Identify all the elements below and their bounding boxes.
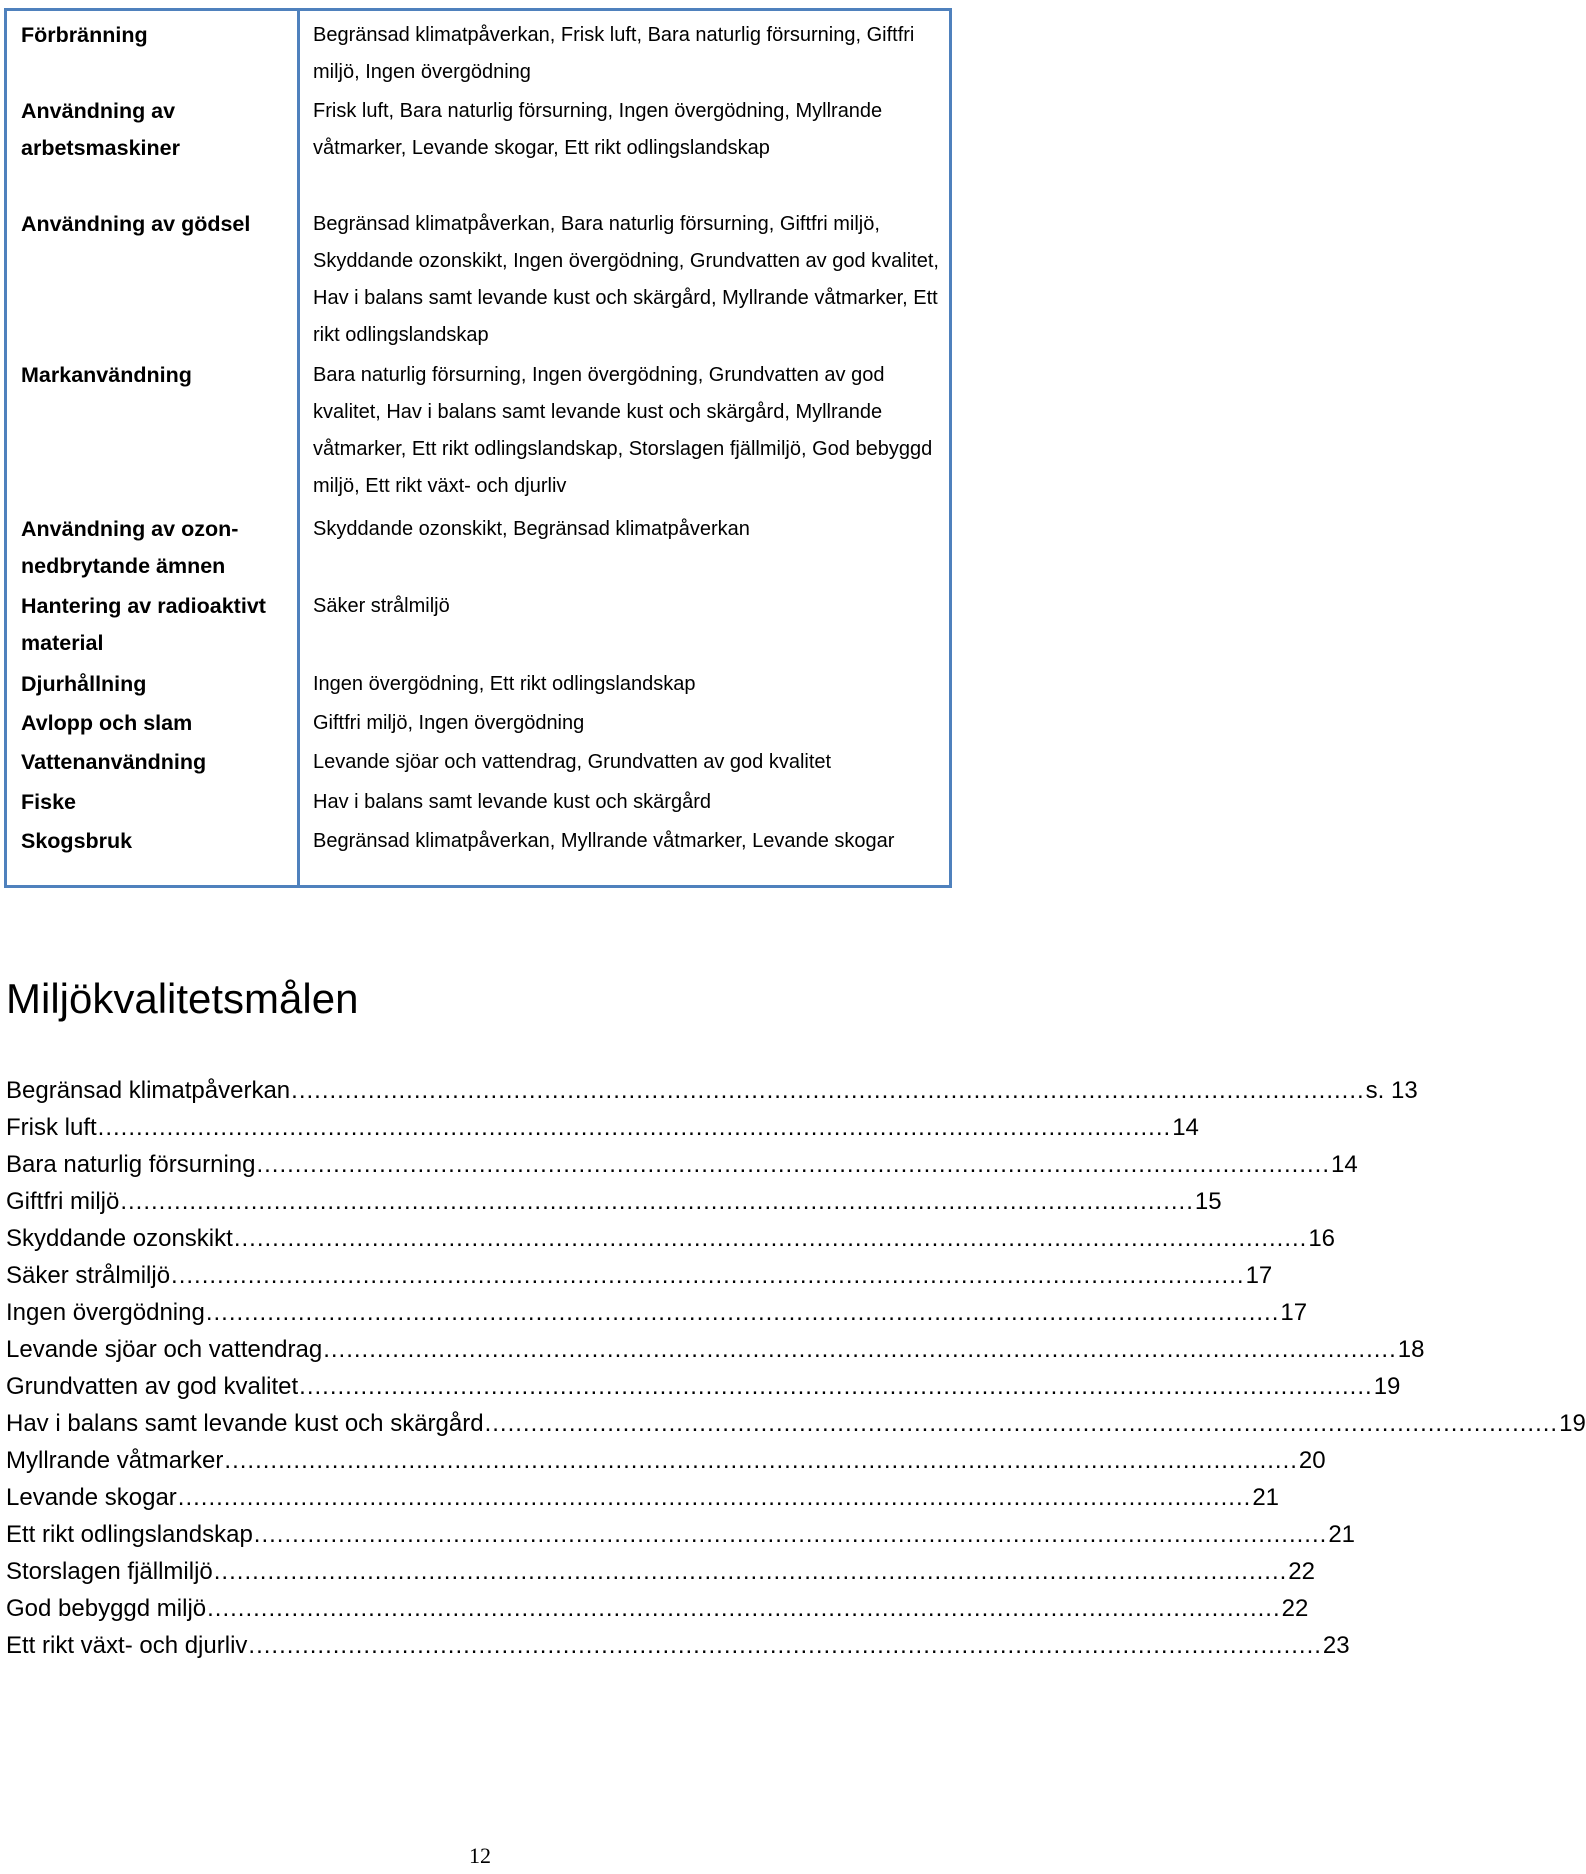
- toc-page: 17: [1280, 1299, 1308, 1326]
- activity-cell: Förbränning: [21, 23, 148, 47]
- page-number: 12: [469, 1843, 491, 1868]
- toc-title: Levande sjöar och vattendrag: [6, 1336, 323, 1363]
- toc-page: 23: [1322, 1632, 1350, 1659]
- goals-cell: Bara naturlig försurning, Ingen övergödning, Grundvatten av god kvalitet, Hav i balans samt levande kust och skärgård, Myllrande våtmarker, Ett rikt odlingslandskap, Storslagen fjällmiljö, God bebyggd miljö, Ett rikt växt- och djurliv: [313, 364, 933, 497]
- table-row: [7, 823, 949, 885]
- toc-leader: ............................................................................................................................................: [323, 1336, 1397, 1363]
- toc-entry[interactable]: [6, 1146, 1358, 1183]
- activity-goals-table: [4, 8, 952, 888]
- toc-leader: ............................................................................................................................................: [205, 1299, 1280, 1326]
- toc-entry[interactable]: [6, 1590, 1309, 1627]
- goals-cell: Skyddande ozonskikt, Begränsad klimatpåverkan: [313, 518, 750, 540]
- toc-title: Levande skogar: [6, 1484, 177, 1511]
- table-row: [7, 744, 949, 782]
- toc-leader: ............................................................................................................................................: [256, 1151, 1330, 1178]
- table-row: [7, 784, 949, 822]
- toc-page: 17: [1245, 1262, 1273, 1289]
- toc-title: Bara naturlig försurning: [6, 1151, 256, 1178]
- goals-cell: Begränsad klimatpåverkan, Bara naturlig försurning, Giftfri miljö, Skyddande ozonskikt, Ingen övergödning, Grundvatten av god kvalitet, Hav i balans samt levande kust och skärgård, Myllrande våtmarker, Ett rikt odlingslandskap: [313, 213, 939, 346]
- table-row: [7, 511, 949, 587]
- activity-cell: Användning av gödsel: [21, 212, 251, 236]
- toc-entry[interactable]: [6, 1627, 1350, 1664]
- toc-entry[interactable]: [6, 1109, 1199, 1146]
- activity-cell: Vattenanvändning: [21, 750, 207, 774]
- toc-leader: ............................................................................................................................................: [213, 1558, 1288, 1585]
- toc-title: Storslagen fjällmiljö: [6, 1558, 213, 1585]
- toc-entry[interactable]: [6, 1368, 1401, 1405]
- toc-page: s. 13: [1365, 1077, 1418, 1104]
- goals-cell: Säker strålmiljö: [313, 595, 450, 617]
- toc-leader: ............................................................................................................................................: [224, 1447, 1298, 1474]
- toc-title: Myllrande våtmarker: [6, 1447, 224, 1474]
- toc-title: Ett rikt växt- och djurliv: [6, 1632, 248, 1659]
- toc-entry[interactable]: [6, 1183, 1222, 1220]
- activity-cell: Hantering av radioaktivt material: [21, 594, 266, 655]
- table-row: [7, 666, 949, 704]
- table-row: [7, 705, 949, 743]
- toc-title: God bebyggd miljö: [6, 1595, 207, 1622]
- table-row: [7, 588, 949, 664]
- toc-leader: ............................................................................................................................................: [171, 1262, 1245, 1289]
- toc-leader: ............................................................................................................................................: [207, 1595, 1281, 1622]
- toc-entry[interactable]: [6, 1257, 1273, 1294]
- activity-cell: Djurhållning: [21, 672, 147, 696]
- toc-entry[interactable]: [6, 1553, 1315, 1590]
- goals-cell: Giftfri miljö, Ingen övergödning: [313, 712, 585, 734]
- table-of-contents: [6, 1072, 1586, 1664]
- toc-title: Begränsad klimatpåverkan: [6, 1077, 291, 1104]
- section-heading: Miljökvalitetsmålen: [6, 975, 359, 1022]
- goals-cell: Ingen övergödning, Ett rikt odlingslandskap: [313, 673, 696, 695]
- toc-title: Säker strålmiljö: [6, 1262, 171, 1289]
- activity-cell: Fiske: [21, 790, 76, 814]
- toc-entry[interactable]: [6, 1442, 1326, 1479]
- goals-cell: Levande sjöar och vattendrag, Grundvatten av god kvalitet: [313, 751, 832, 773]
- toc-title: Giftfri miljö: [6, 1188, 120, 1215]
- toc-leader: ............................................................................................................................................: [233, 1225, 1308, 1252]
- activity-cell: Användning av ozon-nedbrytande ämnen: [21, 517, 239, 578]
- table-row: [7, 17, 949, 92]
- toc-entry[interactable]: [6, 1220, 1336, 1257]
- toc-page: 19: [1373, 1373, 1401, 1400]
- activity-cell: Markanvändning: [21, 363, 192, 387]
- toc-page: 18: [1397, 1336, 1425, 1363]
- toc-page: 14: [1172, 1114, 1199, 1141]
- activity-cell: Skogsbruk: [21, 829, 133, 853]
- toc-entry[interactable]: [6, 1331, 1425, 1368]
- table-row: [7, 206, 949, 356]
- toc-page: 20: [1298, 1447, 1326, 1474]
- toc-entry[interactable]: [6, 1516, 1356, 1553]
- toc-leader: ............................................................................................................................................: [253, 1521, 1328, 1548]
- toc-page: 14: [1330, 1151, 1358, 1178]
- goals-cell: Frisk luft, Bara naturlig försurning, Ingen övergödning, Myllrande våtmarker, Levande skogar, Ett rikt odlingslandskap: [313, 100, 883, 159]
- toc-entry[interactable]: [6, 1294, 1308, 1331]
- toc-page: 21: [1328, 1521, 1356, 1548]
- toc-leader: ............................................................................................................................................: [177, 1484, 1252, 1511]
- toc-title: Ett rikt odlingslandskap: [6, 1521, 253, 1548]
- activity-cell: Användning av arbetsmaskiner: [21, 99, 180, 160]
- toc-leader: ............................................................................................................................................: [248, 1632, 1322, 1659]
- toc-page: 16: [1308, 1225, 1336, 1252]
- toc-title: Skyddande ozonskikt: [6, 1225, 233, 1252]
- toc-leader: ............................................................................................................................................: [291, 1077, 1365, 1104]
- toc-page: 22: [1281, 1595, 1309, 1622]
- goals-cell: Begränsad klimatpåverkan, Myllrande våtmarker, Levande skogar: [313, 830, 895, 852]
- toc-title: Ingen övergödning: [6, 1299, 205, 1326]
- goals-cell: Begränsad klimatpåverkan, Frisk luft, Bara naturlig försurning, Giftfri miljö, Ingen övergödning: [313, 24, 915, 83]
- toc-page: 22: [1288, 1558, 1315, 1585]
- table-row: [7, 357, 949, 507]
- activity-cell: Avlopp och slam: [21, 711, 193, 735]
- toc-entry[interactable]: [6, 1405, 1586, 1442]
- toc-entry[interactable]: [6, 1072, 1418, 1109]
- toc-title: Grundvatten av god kvalitet: [6, 1373, 299, 1400]
- toc-title: Hav i balans samt levande kust och skärgård: [6, 1410, 484, 1437]
- toc-page: 15: [1194, 1188, 1222, 1215]
- goals-cell: Hav i balans samt levande kust och skärgård: [313, 791, 711, 813]
- toc-leader: ............................................................................................................................................: [97, 1114, 1172, 1141]
- toc-page: 19: [1559, 1410, 1586, 1437]
- toc-entry[interactable]: [6, 1479, 1280, 1516]
- toc-leader: ............................................................................................................................................: [484, 1410, 1559, 1437]
- toc-page: 21: [1252, 1484, 1280, 1511]
- toc-leader: ............................................................................................................................................: [120, 1188, 1194, 1215]
- table-row: [7, 93, 949, 205]
- toc-leader: ............................................................................................................................................: [299, 1373, 1373, 1400]
- toc-title: Frisk luft: [6, 1114, 97, 1141]
